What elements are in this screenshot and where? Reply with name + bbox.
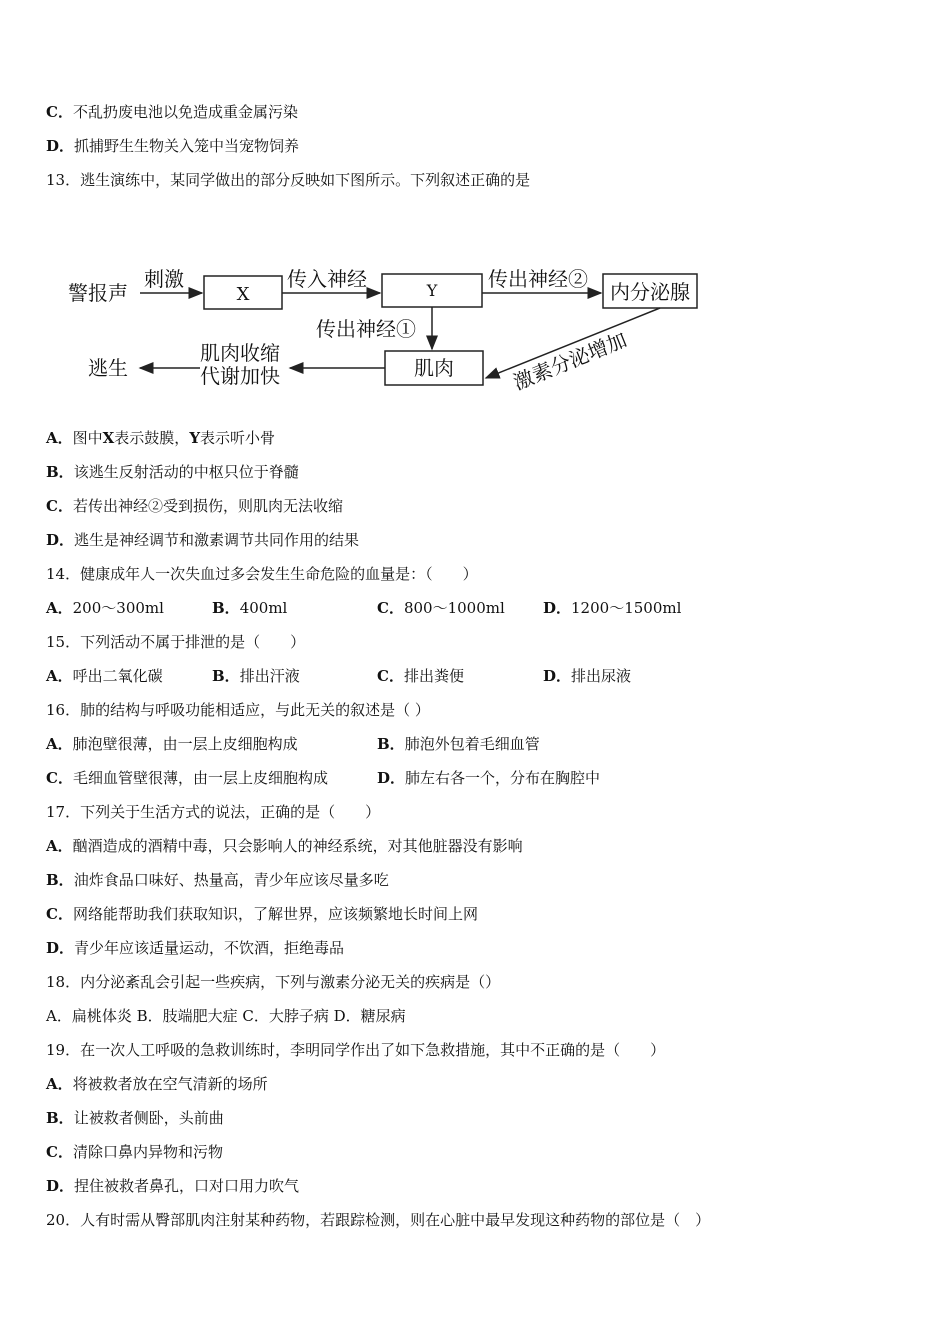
q16-stem	[46, 700, 430, 720]
q16-option-d	[377, 768, 600, 788]
question-text: 下列活动不属于排泄的是（ ）	[80, 633, 306, 651]
option-label: B．	[377, 735, 405, 753]
question-text: 下列关于生活方式的说法，正确的是（ ）	[80, 803, 381, 821]
q13-option-b	[46, 462, 299, 482]
q20-stem	[46, 1210, 710, 1230]
alarm-label: 警报声	[68, 281, 128, 305]
option-x: X	[102, 429, 115, 447]
option-text: 肺泡外包着毛细血管	[404, 735, 540, 753]
q15-stem	[46, 632, 305, 652]
option-text: 逃生是神经调节和激素调节共同作用的结果	[74, 531, 360, 549]
muscle-label: 肌肉	[414, 356, 454, 380]
option-label: D．	[46, 137, 75, 155]
option-text: 清除口鼻内异物和污物	[72, 1143, 223, 1161]
option-label: D．	[377, 769, 406, 787]
reflex-diagram	[0, 250, 950, 400]
option-label: B．	[46, 1109, 74, 1127]
q17-stem	[46, 802, 380, 822]
q18-stem	[46, 972, 500, 992]
option-label: C．	[46, 769, 73, 787]
q19-option-d	[46, 1176, 299, 1196]
q16-option-a	[46, 734, 298, 754]
option-text: 肺左右各一个，分布在胸腔中	[405, 769, 601, 787]
question-number: 18．	[46, 973, 81, 991]
question-number: 19．	[46, 1041, 81, 1059]
question-text: 肺的结构与呼吸功能相适应，与此无关的叙述是（ ）	[80, 701, 430, 719]
q13-option-c	[46, 496, 343, 516]
x-label: X	[236, 284, 250, 305]
option-label: D．	[46, 939, 75, 957]
option-text: 呼出二氧化碳	[72, 667, 163, 685]
option-label: D．	[46, 1177, 75, 1195]
question-number: 17．	[46, 803, 81, 821]
option-text: 排出粪便	[403, 667, 464, 685]
question-text: 人有时需从臀部肌肉注射某种药物，若跟踪检测，则在心脏中最早发现这种药物的部位是（ ）	[80, 1211, 711, 1229]
question-text: 健康成年人一次失血过多会发生生命危险的血量是：（ ）	[80, 565, 478, 583]
stimulus-label: 刺激	[144, 267, 184, 291]
option-label: D．	[543, 667, 572, 685]
option-text: 800～1000ml	[403, 599, 505, 617]
option-label: B．	[212, 667, 240, 685]
q19-option-a	[46, 1074, 268, 1094]
q16-option-b	[377, 734, 540, 754]
option-text: 排出汗液	[239, 667, 300, 685]
q15-option-c	[377, 666, 464, 686]
option-label: A．	[46, 1075, 73, 1093]
q13-option-d	[46, 530, 359, 550]
option-label: C．	[46, 1143, 73, 1161]
option-text-pre: 图中	[72, 429, 103, 447]
q13-option-a	[46, 428, 275, 448]
option-text: 不乱扔废电池以免造成重金属污染	[72, 103, 298, 121]
option-text: 网络能帮助我们获取知识，了解世界，应该频繁地长时间上网	[72, 905, 478, 923]
y-label: Y	[426, 281, 438, 300]
option-text: 1200～1500ml	[571, 599, 682, 617]
option-label: C．	[46, 497, 73, 515]
option-label: B．	[46, 871, 74, 889]
escape-label: 逃生	[88, 356, 128, 380]
question-number: 16．	[46, 701, 81, 719]
option-text: 毛细血管壁很薄，由一层上皮细胞构成	[72, 769, 328, 787]
option-text: 将被救者放在空气清新的场所	[72, 1075, 268, 1093]
option-text: 200～300ml	[72, 599, 164, 617]
q16-option-c	[46, 768, 328, 788]
option-text: 抓捕野生生物关入笼中当宠物饲养	[74, 137, 300, 155]
q18-options: A．扁桃体炎 B．肢端肥大症 C．大脖子病 D．糖尿病	[46, 1007, 406, 1025]
q12-option-c	[46, 102, 298, 122]
q14-stem	[46, 564, 478, 584]
q14-option-a	[46, 598, 164, 618]
q14-option-b	[212, 598, 287, 618]
question-number: 15．	[46, 633, 81, 651]
option-label: D．	[46, 531, 75, 549]
option-text: 油炸食品口味好、热量高，青少年应该尽量多吃	[73, 871, 389, 889]
option-label: B．	[212, 599, 240, 617]
q19-option-b	[46, 1108, 224, 1128]
option-text: 肺泡壁很薄，由一层上皮细胞构成	[72, 735, 298, 753]
efferent2-label: 传出神经②	[488, 267, 588, 291]
contract-label-2: 代谢加快	[200, 364, 280, 388]
question-text: 逃生演练中，某同学做出的部分反映如下图所示。下列叙述正确的是	[80, 171, 531, 189]
option-text: 捏住被救者鼻孔，口对口用力吹气	[74, 1177, 300, 1195]
option-label: C．	[46, 103, 73, 121]
option-text: 酗酒造成的酒精中毒，只会影响人的神经系统，对其他脏器没有影响	[72, 837, 523, 855]
option-text-post: 表示听小骨	[200, 429, 276, 447]
option-label: C．	[377, 667, 404, 685]
q17-option-c	[46, 904, 478, 924]
q17-option-d	[46, 938, 344, 958]
option-text: 青少年应该适量运动，不饮酒，拒绝毒品	[74, 939, 345, 957]
question-number: 14．	[46, 565, 81, 583]
q14-option-d	[543, 598, 681, 618]
option-label: A．	[46, 837, 73, 855]
option-label: A．	[46, 735, 73, 753]
option-text-mid: 表示鼓膜，	[114, 429, 190, 447]
q15-option-a	[46, 666, 163, 686]
q15-option-d	[543, 666, 631, 686]
question-number: 20．	[46, 1211, 81, 1229]
afferent-label: 传入神经	[287, 267, 367, 291]
question-text: 内分泌紊乱会引起一些疾病，下列与激素分泌无关的疾病是（）	[80, 973, 501, 991]
option-label: C．	[377, 599, 404, 617]
option-text: 让被救者侧卧，头前曲	[73, 1109, 224, 1127]
q13-stem	[46, 170, 530, 190]
option-text: 排出尿液	[571, 667, 632, 685]
option-text: 400ml	[239, 599, 288, 617]
q17-option-b	[46, 870, 389, 890]
option-label: C．	[46, 905, 73, 923]
endocrine-label: 内分泌腺	[610, 280, 690, 304]
option-label: A．	[46, 429, 73, 447]
efferent1-label: 传出神经①	[316, 317, 416, 341]
question-text: 在一次人工呼吸的急救训练时，李明同学作出了如下急救措施，其中不正确的是（ ）	[80, 1041, 666, 1059]
q19-stem	[46, 1040, 665, 1060]
q14-option-c	[377, 598, 505, 618]
option-text: 该逃生反射活动的中枢只位于脊髓	[73, 463, 299, 481]
contract-label-1: 肌肉收缩	[200, 341, 280, 365]
option-label: D．	[543, 599, 572, 617]
question-number: 13．	[46, 171, 81, 189]
option-label: A．	[46, 667, 73, 685]
q12-option-d	[46, 136, 299, 156]
q15-option-b	[212, 666, 300, 686]
option-label: B．	[46, 463, 74, 481]
q17-option-a	[46, 836, 523, 856]
hormone-label: 激素分泌增加	[509, 327, 631, 395]
option-text: 若传出神经②受到损伤，则肌肉无法收缩	[72, 497, 343, 515]
q19-option-c	[46, 1142, 223, 1162]
option-label: A．	[46, 599, 73, 617]
option-y: Y	[189, 429, 201, 447]
